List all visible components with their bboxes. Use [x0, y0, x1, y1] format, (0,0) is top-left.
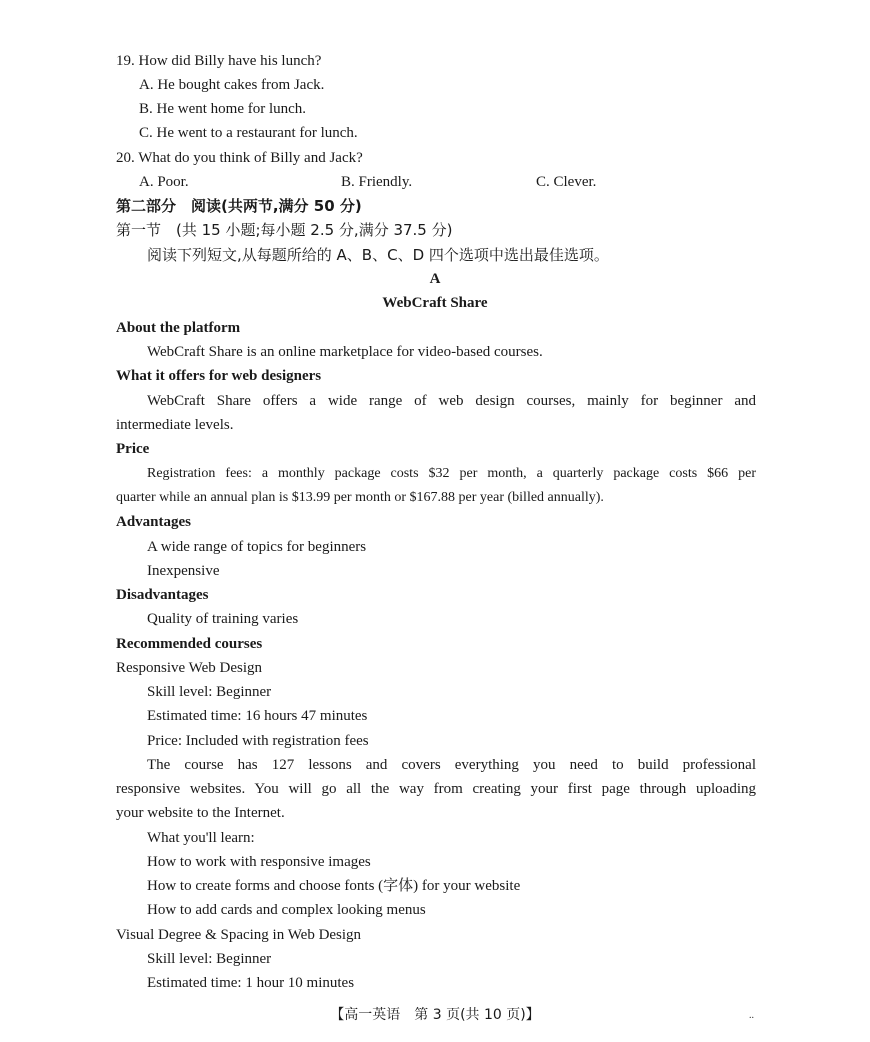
question-20-option-a: A. Poor.: [139, 174, 189, 190]
course-1-skill: Skill level: Beginner: [147, 684, 272, 700]
price-heading: Price: [116, 441, 150, 457]
passage-title: WebCraft Share: [382, 295, 488, 311]
about-heading: About the platform: [116, 320, 241, 336]
course-1-desc-line-2: responsive websites. You will go all the way from creating your first page through uploading: [116, 781, 756, 797]
recommended-heading: Recommended courses: [116, 636, 263, 652]
question-20-options: [116, 172, 756, 192]
advantage-item-2: Inexpensive: [147, 563, 220, 579]
disadvantages-heading: Disadvantages: [116, 587, 209, 603]
course-1-learn-item-2: How to create forms and choose fonts (字体) for your website: [147, 878, 521, 894]
question-19-option-c: C. He went to a restaurant for lunch.: [139, 125, 358, 141]
course-2-name: Visual Degree & Spacing in Web Design: [116, 927, 362, 943]
course-1-learn-heading: What you'll learn:: [147, 830, 255, 846]
course-1-name: Responsive Web Design: [116, 660, 263, 676]
course-1-desc-line-3: your website to the Internet.: [116, 805, 285, 821]
course-1-learn-item-1: How to work with responsive images: [147, 854, 371, 870]
price-text-line-2: quarter while an annual plan is $13.99 per month or $167.88 per year (billed annually).: [116, 490, 604, 505]
question-20-stem: 20. What do you think of Billy and Jack?: [116, 150, 363, 166]
course-2-skill: Skill level: Beginner: [147, 951, 272, 967]
course-1-desc-line-1: The course has 127 lessons and covers everything you need to build professional: [147, 757, 756, 773]
disadvantage-item-1: Quality of training varies: [147, 611, 299, 627]
about-text: WebCraft Share is an online marketplace for video-based courses.: [147, 344, 543, 360]
advantages-heading: Advantages: [116, 514, 192, 530]
advantage-item-1: A wide range of topics for beginners: [147, 539, 367, 555]
offers-text-line-2: intermediate levels.: [116, 417, 234, 433]
question-19-stem: 19. How did Billy have his lunch?: [116, 53, 322, 69]
question-19-option-b: B. He went home for lunch.: [139, 101, 307, 117]
course-1-price: Price: Included with registration fees: [147, 733, 369, 749]
corner-mark: ..: [749, 1010, 754, 1021]
page-footer: 【高一英语 第 3 页(共 10 页)】: [330, 1007, 540, 1023]
part-2-title: 第二部分 阅读(共两节,满分 50 分): [116, 197, 362, 215]
offers-text-line-1: WebCraft Share offers a wide range of web design courses, mainly for beginner and: [147, 393, 756, 409]
course-1-time: Estimated time: 16 hours 47 minutes: [147, 708, 368, 724]
section-1-title: 第一节 (共 15 小题;每小题 2.5 分,满分 37.5 分): [116, 221, 453, 239]
price-text-line-1: Registration fees: a monthly package costs $32 per month, a quarterly package costs $66 per: [147, 466, 756, 481]
question-19-option-a: A. He bought cakes from Jack.: [139, 77, 325, 93]
offers-heading: What it offers for web designers: [116, 368, 322, 384]
course-1-learn-item-3: How to add cards and complex looking menus: [147, 902, 426, 918]
reading-instruction: 阅读下列短文,从每题所给的 A、B、C、D 四个选项中选出最佳选项。: [147, 246, 609, 264]
passage-letter: A: [429, 271, 441, 287]
course-2-time: Estimated time: 1 hour 10 minutes: [147, 975, 355, 991]
question-20-option-c: C. Clever.: [536, 174, 597, 190]
question-20-option-b: B. Friendly.: [341, 174, 413, 190]
